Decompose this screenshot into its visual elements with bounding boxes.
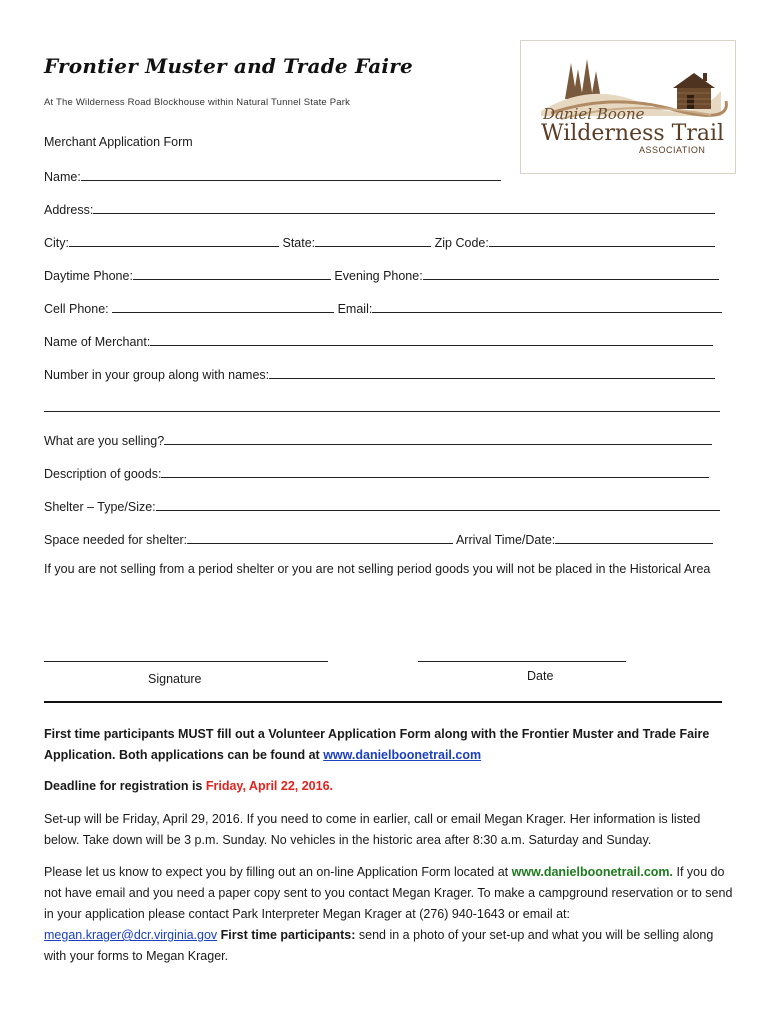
contact-text-a: Please let us know to expect you by filling out an on-line Application Form located at: [44, 865, 509, 879]
field-row-group: [44, 366, 715, 382]
field-row-cell-email: [44, 300, 722, 316]
first-time-participants-label: First time participants:: [220, 928, 356, 942]
field-row-group-continued: [44, 399, 720, 415]
city-field[interactable]: [69, 234, 279, 247]
space-label: Space needed for shelter:: [44, 533, 188, 547]
selling-label: What are you selling?: [44, 434, 165, 448]
selling-field[interactable]: [164, 432, 712, 445]
signature-line[interactable]: [44, 661, 328, 662]
name-label: Name:: [44, 170, 81, 184]
space-field[interactable]: [187, 531, 453, 544]
association-logo: [520, 40, 736, 174]
field-row-shelter: [44, 498, 720, 514]
cell-phone-label: Cell Phone:: [44, 302, 109, 316]
section-divider: [44, 701, 722, 703]
city-label: City:: [44, 236, 69, 250]
first-time-notice-text: First time participants MUST fill out a Volunteer Application Form along with the Frontier Muster and Trade Faire Application. Both applications can be found at: [44, 727, 710, 762]
description-field[interactable]: [161, 465, 709, 478]
logo-line-3: ASSOCIATION: [639, 145, 706, 155]
date-line[interactable]: [418, 661, 626, 662]
field-row-merchant: [44, 333, 713, 349]
website-link[interactable]: www.danielboonetrail.com: [323, 748, 482, 762]
signature-label: Signature: [148, 672, 202, 686]
field-row-description: [44, 465, 709, 481]
deadline-label: Deadline for registration is: [44, 779, 203, 793]
email-link[interactable]: megan.krager@dcr.virginia.gov: [44, 928, 218, 942]
field-row-selling: [44, 432, 712, 448]
group-number-field[interactable]: [269, 366, 715, 379]
merchant-name-field[interactable]: [150, 333, 713, 346]
evening-phone-label: Evening Phone:: [334, 269, 423, 283]
address-field[interactable]: [93, 201, 715, 214]
field-row-phones: [44, 267, 719, 283]
field-row-city: [44, 234, 715, 250]
contact-info: [44, 862, 734, 967]
application-site-link[interactable]: www.danielboonetrail.com.: [511, 865, 674, 879]
field-row-space-arrival: [44, 531, 713, 547]
email-label: Email:: [337, 302, 373, 316]
deadline: [44, 776, 734, 797]
setup-info: Set-up will be Friday, April 29, 2016. If you need to come in earlier, call or email Megan Krager. Her information is listed below. Take down will be 3 p.m. Sunday. No vehicles in the historic area after 8:30 a.m. Saturday and Sunday.: [44, 812, 701, 847]
field-row-address: [44, 201, 715, 217]
date-label: Date: [527, 669, 554, 683]
email-field[interactable]: [372, 300, 722, 313]
page-title: Frontier Muster and Trade Faire: [44, 54, 413, 78]
contact-text-b: If you do not have email and you need a paper copy sent to you contact Megan Krager. To make a campground reservation or to send in your application please contact Park Interpreter Megan Krager at (276) 940-1643 or email at:: [44, 865, 733, 921]
group-names-field[interactable]: [44, 399, 720, 412]
description-label: Description of goods:: [44, 467, 162, 481]
evening-phone-field[interactable]: [423, 267, 719, 280]
state-label: State:: [282, 236, 316, 250]
state-field[interactable]: [315, 234, 431, 247]
arrival-field[interactable]: [555, 531, 713, 544]
shelter-field[interactable]: [156, 498, 720, 511]
zip-field[interactable]: [489, 234, 715, 247]
daytime-phone-label: Daytime Phone:: [44, 269, 133, 283]
deadline-date: Friday, April 22, 2016.: [205, 779, 334, 793]
name-field[interactable]: [81, 168, 501, 181]
page-subtitle: At The Wilderness Road Blockhouse within Natural Tunnel State Park: [44, 97, 351, 108]
field-row-name: [44, 168, 501, 184]
merchant-name-label: Name of Merchant:: [44, 335, 151, 349]
logo-line-2: Wilderness Trail: [541, 121, 725, 146]
address-label: Address:: [44, 203, 94, 217]
cell-phone-field[interactable]: [112, 300, 334, 313]
historical-area-notice: If you are not selling from a period shelter or you are not selling period goods you will not be placed in the Historical Area: [44, 562, 711, 576]
arrival-label: Arrival Time/Date:: [455, 533, 556, 547]
zip-label: Zip Code:: [434, 236, 489, 250]
group-number-label: Number in your group along with names:: [44, 368, 270, 382]
contact-text-c: send in a photo of your set-up and what you will be selling along with your forms to Megan Krager.: [44, 928, 714, 963]
logo-line-1: Daniel Boone: [543, 105, 645, 123]
first-time-notice: [44, 724, 734, 766]
shelter-label: Shelter – Type/Size:: [44, 500, 156, 514]
daytime-phone-field[interactable]: [133, 267, 331, 280]
form-heading: Merchant Application Form: [44, 135, 193, 149]
